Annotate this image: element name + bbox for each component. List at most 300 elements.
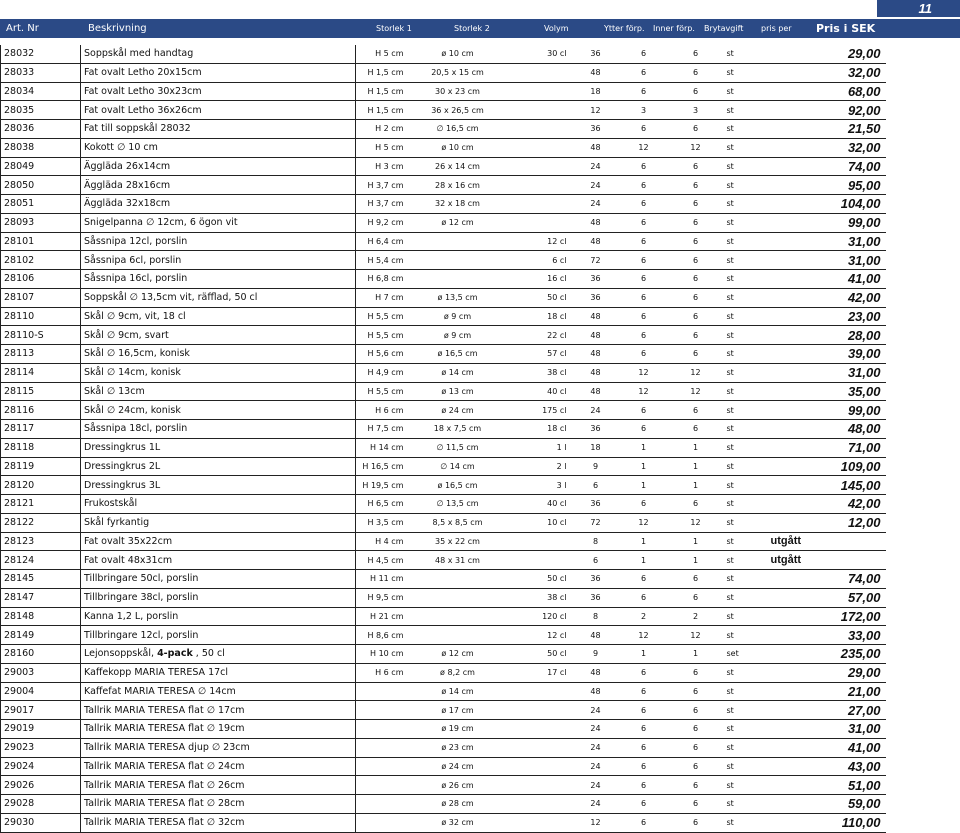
- outer-pack-cell: 24: [573, 738, 619, 757]
- size-1-cell: H 5 cm: [356, 45, 408, 63]
- header-beskrivning: Beskrivning: [88, 23, 147, 34]
- table-row: [1, 645, 886, 664]
- volume-cell: 16 cl: [508, 270, 573, 289]
- size-1-cell: H 1,5 cm: [356, 82, 408, 101]
- break-fee-cell: 6: [669, 663, 723, 682]
- article-number-cell: 28036: [1, 120, 81, 139]
- description-cell: Äggläda 28x16cm: [81, 176, 356, 195]
- volume-cell: [508, 157, 573, 176]
- outer-pack-cell: 48: [573, 345, 619, 364]
- header-storlek2: Storlek 2: [454, 24, 490, 33]
- break-fee-cell: 6: [669, 588, 723, 607]
- price-cell: 35,00: [771, 382, 886, 401]
- article-number-cell: 28160: [1, 645, 81, 664]
- outer-pack-cell: 48: [573, 307, 619, 326]
- article-number-cell: 28118: [1, 438, 81, 457]
- inner-pack-cell: 6: [619, 232, 669, 251]
- article-number-cell: 28114: [1, 363, 81, 382]
- price-unit-cell: st: [723, 195, 771, 214]
- description-cell: Skål fyrkantig: [81, 513, 356, 532]
- article-number-cell: 29023: [1, 738, 81, 757]
- table-row: [1, 195, 886, 214]
- price-cell: 104,00: [771, 195, 886, 214]
- volume-cell: 17 cl: [508, 663, 573, 682]
- volume-cell: [508, 795, 573, 814]
- table-row: [1, 720, 886, 739]
- price-unit-cell: st: [723, 795, 771, 814]
- article-number-cell: 28106: [1, 270, 81, 289]
- volume-cell: [508, 551, 573, 570]
- break-fee-cell: 6: [669, 251, 723, 270]
- size-2-cell: ø 9 cm: [408, 326, 508, 345]
- description-cell: Tallrik MARIA TERESA flat ∅ 19cm: [81, 720, 356, 739]
- price-cell: 145,00: [771, 476, 886, 495]
- article-number-cell: 28113: [1, 345, 81, 364]
- price-cell: 109,00: [771, 457, 886, 476]
- volume-cell: 50 cl: [508, 570, 573, 589]
- table-row: [1, 307, 886, 326]
- outer-pack-cell: 24: [573, 157, 619, 176]
- volume-cell: 38 cl: [508, 363, 573, 382]
- description-cell: [81, 645, 356, 664]
- break-fee-cell: 1: [669, 532, 723, 551]
- table-row: [1, 420, 886, 439]
- size-2-cell: ø 23 cm: [408, 738, 508, 757]
- size-1-cell: H 19,5 cm: [356, 476, 408, 495]
- price-cell: 41,00: [771, 738, 886, 757]
- inner-pack-cell: 12: [619, 513, 669, 532]
- outer-pack-cell: 72: [573, 513, 619, 532]
- size-1-cell: H 5 cm: [356, 138, 408, 157]
- outer-pack-cell: 36: [573, 45, 619, 63]
- header-volym: Volym: [544, 24, 569, 33]
- size-2-cell: 32 x 18 cm: [408, 195, 508, 214]
- break-fee-cell: 6: [669, 270, 723, 289]
- break-fee-cell: 6: [669, 813, 723, 832]
- volume-cell: 40 cl: [508, 495, 573, 514]
- price-cell: 32,00: [771, 138, 886, 157]
- break-fee-cell: 3: [669, 101, 723, 120]
- article-number-cell: 29026: [1, 776, 81, 795]
- description-text: Lejonsoppskål,: [84, 648, 158, 660]
- description-cell: Skål ∅ 24cm, konisk: [81, 401, 356, 420]
- price-cell: 32,00: [771, 63, 886, 82]
- table-row: [1, 232, 886, 251]
- table-row: [1, 701, 886, 720]
- size-1-cell: H 2 cm: [356, 120, 408, 139]
- header-pris-per: pris per: [761, 24, 792, 33]
- table-row: [1, 513, 886, 532]
- description-cell: Äggläda 26x14cm: [81, 157, 356, 176]
- size-1-cell: H 5,4 cm: [356, 251, 408, 270]
- article-number-cell: 29024: [1, 757, 81, 776]
- size-2-cell: 30 x 23 cm: [408, 82, 508, 101]
- description-cell: Dressingkrus 2L: [81, 457, 356, 476]
- inner-pack-cell: 2: [619, 607, 669, 626]
- outer-pack-cell: 24: [573, 795, 619, 814]
- table-row: [1, 101, 886, 120]
- size-1-cell: H 3,5 cm: [356, 513, 408, 532]
- size-2-cell: ø 28 cm: [408, 795, 508, 814]
- table-row: [1, 138, 886, 157]
- article-number-cell: 28115: [1, 382, 81, 401]
- size-1-cell: H 7,5 cm: [356, 420, 408, 439]
- size-1-cell: H 3,7 cm: [356, 195, 408, 214]
- table-row: [1, 345, 886, 364]
- break-fee-cell: 6: [669, 345, 723, 364]
- volume-cell: 6 cl: [508, 251, 573, 270]
- volume-cell: [508, 195, 573, 214]
- break-fee-cell: 2: [669, 607, 723, 626]
- size-1-cell: H 9,5 cm: [356, 588, 408, 607]
- volume-cell: [508, 176, 573, 195]
- size-1-cell: H 1,5 cm: [356, 63, 408, 82]
- inner-pack-cell: 12: [619, 363, 669, 382]
- article-number-cell: 28032: [1, 45, 81, 63]
- inner-pack-cell: 1: [619, 532, 669, 551]
- description-cell: Skål ∅ 9cm, vit, 18 cl: [81, 307, 356, 326]
- table-row: [1, 382, 886, 401]
- volume-cell: [508, 757, 573, 776]
- article-number-cell: 28101: [1, 232, 81, 251]
- break-fee-cell: 6: [669, 63, 723, 82]
- table-row: [1, 551, 886, 570]
- article-number-cell: 28116: [1, 401, 81, 420]
- article-number-cell: 28034: [1, 82, 81, 101]
- price-cell: 33,00: [771, 626, 886, 645]
- break-fee-cell: 1: [669, 438, 723, 457]
- break-fee-cell: 6: [669, 82, 723, 101]
- volume-cell: [508, 682, 573, 701]
- inner-pack-cell: 12: [619, 138, 669, 157]
- inner-pack-cell: 1: [619, 438, 669, 457]
- price-cell: 51,00: [771, 776, 886, 795]
- inner-pack-cell: 6: [619, 326, 669, 345]
- price-cell: 99,00: [771, 401, 886, 420]
- description-cell: Äggläda 32x18cm: [81, 195, 356, 214]
- outer-pack-cell: 12: [573, 101, 619, 120]
- size-2-cell: 20,5 x 15 cm: [408, 63, 508, 82]
- volume-cell: 38 cl: [508, 588, 573, 607]
- article-number-cell: 28107: [1, 288, 81, 307]
- outer-pack-cell: 12: [573, 813, 619, 832]
- outer-pack-cell: 36: [573, 588, 619, 607]
- price-cell: 95,00: [771, 176, 886, 195]
- description-cell: Fat till soppskål 28032: [81, 120, 356, 139]
- table-row: [1, 176, 886, 195]
- table-row: [1, 738, 886, 757]
- price-cell: 21,50: [771, 120, 886, 139]
- size-1-cell: H 14 cm: [356, 438, 408, 457]
- outer-pack-cell: 36: [573, 420, 619, 439]
- break-fee-cell: 1: [669, 551, 723, 570]
- article-number-cell: 28123: [1, 532, 81, 551]
- inner-pack-cell: 6: [619, 757, 669, 776]
- article-number-cell: 29019: [1, 720, 81, 739]
- table-row: [1, 457, 886, 476]
- inner-pack-cell: 6: [619, 270, 669, 289]
- inner-pack-cell: 6: [619, 588, 669, 607]
- size-2-cell: ø 26 cm: [408, 776, 508, 795]
- table-row: [1, 776, 886, 795]
- size-1-cell: H 6,5 cm: [356, 495, 408, 514]
- description-tail-text: , 50 cl: [192, 648, 225, 660]
- outer-pack-cell: 48: [573, 682, 619, 701]
- table-row: [1, 813, 886, 832]
- price-unit-cell: st: [723, 157, 771, 176]
- table-row: [1, 82, 886, 101]
- size-1-cell: H 5,5 cm: [356, 382, 408, 401]
- price-unit-cell: st: [723, 307, 771, 326]
- size-1-cell: H 4,9 cm: [356, 363, 408, 382]
- size-1-cell: [356, 776, 408, 795]
- table-row: [1, 757, 886, 776]
- price-cell: 39,00: [771, 345, 886, 364]
- description-cell: Kaffekopp MARIA TERESA 17cl: [81, 663, 356, 682]
- outer-pack-cell: 9: [573, 457, 619, 476]
- inner-pack-cell: 1: [619, 645, 669, 664]
- inner-pack-cell: 6: [619, 813, 669, 832]
- volume-cell: [508, 63, 573, 82]
- volume-cell: 10 cl: [508, 513, 573, 532]
- table-row: [1, 438, 886, 457]
- description-cell: Kokott ∅ 10 cm: [81, 138, 356, 157]
- description-cell: Såssnipa 12cl, porslin: [81, 232, 356, 251]
- break-fee-cell: 12: [669, 626, 723, 645]
- size-1-cell: [356, 720, 408, 739]
- break-fee-cell: 6: [669, 326, 723, 345]
- price-unit-cell: st: [723, 82, 771, 101]
- volume-cell: 2 l: [508, 457, 573, 476]
- price-cell: 29,00: [771, 45, 886, 63]
- price-cell: 28,00: [771, 326, 886, 345]
- article-number-cell: 28119: [1, 457, 81, 476]
- size-2-cell: [408, 588, 508, 607]
- size-1-cell: H 4,5 cm: [356, 551, 408, 570]
- volume-cell: [508, 738, 573, 757]
- inner-pack-cell: 6: [619, 420, 669, 439]
- price-unit-cell: st: [723, 270, 771, 289]
- header-pris-i-sek: Pris i SEK: [816, 22, 876, 35]
- size-1-cell: [356, 757, 408, 776]
- price-cell: 74,00: [771, 570, 886, 589]
- volume-cell: [508, 120, 573, 139]
- size-2-cell: ø 24 cm: [408, 401, 508, 420]
- table-row: [1, 45, 886, 63]
- size-2-cell: [408, 270, 508, 289]
- outer-pack-cell: 24: [573, 701, 619, 720]
- price-unit-cell: st: [723, 720, 771, 739]
- price-table: [0, 45, 886, 833]
- size-1-cell: H 9,2 cm: [356, 213, 408, 232]
- price-cell: 71,00: [771, 438, 886, 457]
- price-cell: 31,00: [771, 251, 886, 270]
- volume-cell: 18 cl: [508, 420, 573, 439]
- size-1-cell: H 21 cm: [356, 607, 408, 626]
- price-unit-cell: st: [723, 288, 771, 307]
- size-2-cell: ø 10 cm: [408, 138, 508, 157]
- outer-pack-cell: 36: [573, 270, 619, 289]
- table-row: [1, 63, 886, 82]
- price-unit-cell: st: [723, 138, 771, 157]
- price-unit-cell: st: [723, 738, 771, 757]
- inner-pack-cell: 6: [619, 738, 669, 757]
- article-number-cell: 29028: [1, 795, 81, 814]
- size-2-cell: ø 16,5 cm: [408, 476, 508, 495]
- table-row: [1, 588, 886, 607]
- price-unit-cell: st: [723, 326, 771, 345]
- description-cell: Kaffefat MARIA TERESA ∅ 14cm: [81, 682, 356, 701]
- break-fee-cell: 6: [669, 232, 723, 251]
- article-number-cell: 28147: [1, 588, 81, 607]
- size-2-cell: ø 13 cm: [408, 382, 508, 401]
- price-cell: 99,00: [771, 213, 886, 232]
- table-header: [0, 19, 960, 38]
- description-cell: Tallrik MARIA TERESA djup ∅ 23cm: [81, 738, 356, 757]
- size-2-cell: 8,5 x 8,5 cm: [408, 513, 508, 532]
- size-1-cell: H 1,5 cm: [356, 101, 408, 120]
- description-cell: Fat ovalt Letho 30x23cm: [81, 82, 356, 101]
- price-cell: utgått: [771, 532, 886, 551]
- price-cell: 21,00: [771, 682, 886, 701]
- outer-pack-cell: 24: [573, 720, 619, 739]
- description-cell: Kanna 1,2 L, porslin: [81, 607, 356, 626]
- description-cell: Såssnipa 6cl, porslin: [81, 251, 356, 270]
- price-unit-cell: st: [723, 663, 771, 682]
- price-unit-cell: st: [723, 420, 771, 439]
- inner-pack-cell: 6: [619, 63, 669, 82]
- price-cell: 41,00: [771, 270, 886, 289]
- article-number-cell: 28035: [1, 101, 81, 120]
- size-1-cell: H 5,5 cm: [356, 326, 408, 345]
- article-number-cell: 28145: [1, 570, 81, 589]
- article-number-cell: 29003: [1, 663, 81, 682]
- table-row: [1, 682, 886, 701]
- volume-cell: [508, 776, 573, 795]
- price-cell: 43,00: [771, 757, 886, 776]
- inner-pack-cell: 12: [619, 382, 669, 401]
- price-unit-cell: st: [723, 176, 771, 195]
- price-cell: 48,00: [771, 420, 886, 439]
- inner-pack-cell: 6: [619, 157, 669, 176]
- break-fee-cell: 6: [669, 720, 723, 739]
- price-cell: 27,00: [771, 701, 886, 720]
- price-unit-cell: st: [723, 45, 771, 63]
- price-unit-cell: set: [723, 645, 771, 664]
- size-1-cell: H 4 cm: [356, 532, 408, 551]
- table-row: [1, 663, 886, 682]
- outer-pack-cell: 48: [573, 663, 619, 682]
- inner-pack-cell: 6: [619, 195, 669, 214]
- table-row: [1, 626, 886, 645]
- description-cell: Soppskål med handtag: [81, 45, 356, 63]
- break-fee-cell: 6: [669, 157, 723, 176]
- break-fee-cell: 6: [669, 45, 723, 63]
- price-unit-cell: st: [723, 101, 771, 120]
- break-fee-cell: 6: [669, 420, 723, 439]
- article-number-cell: 28149: [1, 626, 81, 645]
- table-row: [1, 363, 886, 382]
- inner-pack-cell: 6: [619, 682, 669, 701]
- header-storlek1: Storlek 1: [376, 24, 412, 33]
- article-number-cell: 28049: [1, 157, 81, 176]
- size-2-cell: 36 x 26,5 cm: [408, 101, 508, 120]
- size-2-cell: 28 x 16 cm: [408, 176, 508, 195]
- price-unit-cell: st: [723, 63, 771, 82]
- description-cell: Skål ∅ 16,5cm, konisk: [81, 345, 356, 364]
- size-2-cell: ∅ 16,5 cm: [408, 120, 508, 139]
- inner-pack-cell: 6: [619, 570, 669, 589]
- description-cell: Fat ovalt Letho 36x26cm: [81, 101, 356, 120]
- article-number-cell: 28148: [1, 607, 81, 626]
- volume-cell: [508, 82, 573, 101]
- break-fee-cell: 6: [669, 307, 723, 326]
- description-cell: Soppskål ∅ 13,5cm vit, räfflad, 50 cl: [81, 288, 356, 307]
- volume-cell: [508, 720, 573, 739]
- size-1-cell: H 3 cm: [356, 157, 408, 176]
- break-fee-cell: 1: [669, 457, 723, 476]
- price-unit-cell: st: [723, 232, 771, 251]
- outer-pack-cell: 6: [573, 551, 619, 570]
- price-unit-cell: st: [723, 251, 771, 270]
- description-cell: Skål ∅ 13cm: [81, 382, 356, 401]
- article-number-cell: 28121: [1, 495, 81, 514]
- volume-cell: 22 cl: [508, 326, 573, 345]
- article-number-cell: 28033: [1, 63, 81, 82]
- price-cell: 23,00: [771, 307, 886, 326]
- price-cell: 59,00: [771, 795, 886, 814]
- price-cell: 31,00: [771, 720, 886, 739]
- article-number-cell: 28117: [1, 420, 81, 439]
- size-1-cell: H 6,4 cm: [356, 232, 408, 251]
- break-fee-cell: 1: [669, 645, 723, 664]
- volume-cell: 12 cl: [508, 232, 573, 251]
- article-number-cell: 28102: [1, 251, 81, 270]
- article-number-cell: 28110-S: [1, 326, 81, 345]
- article-number-cell: 28124: [1, 551, 81, 570]
- inner-pack-cell: 6: [619, 120, 669, 139]
- inner-pack-cell: 12: [619, 626, 669, 645]
- size-2-cell: 26 x 14 cm: [408, 157, 508, 176]
- price-cell: 235,00: [771, 645, 886, 664]
- outer-pack-cell: 18: [573, 82, 619, 101]
- size-2-cell: 18 x 7,5 cm: [408, 420, 508, 439]
- size-2-cell: [408, 570, 508, 589]
- price-unit-cell: st: [723, 813, 771, 832]
- size-1-cell: H 5,5 cm: [356, 307, 408, 326]
- size-2-cell: ø 24 cm: [408, 757, 508, 776]
- volume-cell: 12 cl: [508, 626, 573, 645]
- volume-cell: 40 cl: [508, 382, 573, 401]
- size-2-cell: 48 x 31 cm: [408, 551, 508, 570]
- price-cell: 42,00: [771, 495, 886, 514]
- description-cell: Tallrik MARIA TERESA flat ∅ 24cm: [81, 757, 356, 776]
- outer-pack-cell: 36: [573, 570, 619, 589]
- size-1-cell: H 10 cm: [356, 645, 408, 664]
- article-number-cell: 29004: [1, 682, 81, 701]
- description-cell: Dressingkrus 1L: [81, 438, 356, 457]
- size-2-cell: ø 19 cm: [408, 720, 508, 739]
- outer-pack-cell: 48: [573, 326, 619, 345]
- size-2-cell: ∅ 13,5 cm: [408, 495, 508, 514]
- size-1-cell: [356, 795, 408, 814]
- description-cell: Tillbringare 50cl, porslin: [81, 570, 356, 589]
- inner-pack-cell: 6: [619, 720, 669, 739]
- price-unit-cell: st: [723, 120, 771, 139]
- article-number-cell: 28093: [1, 213, 81, 232]
- break-fee-cell: 12: [669, 382, 723, 401]
- size-2-cell: ø 14 cm: [408, 682, 508, 701]
